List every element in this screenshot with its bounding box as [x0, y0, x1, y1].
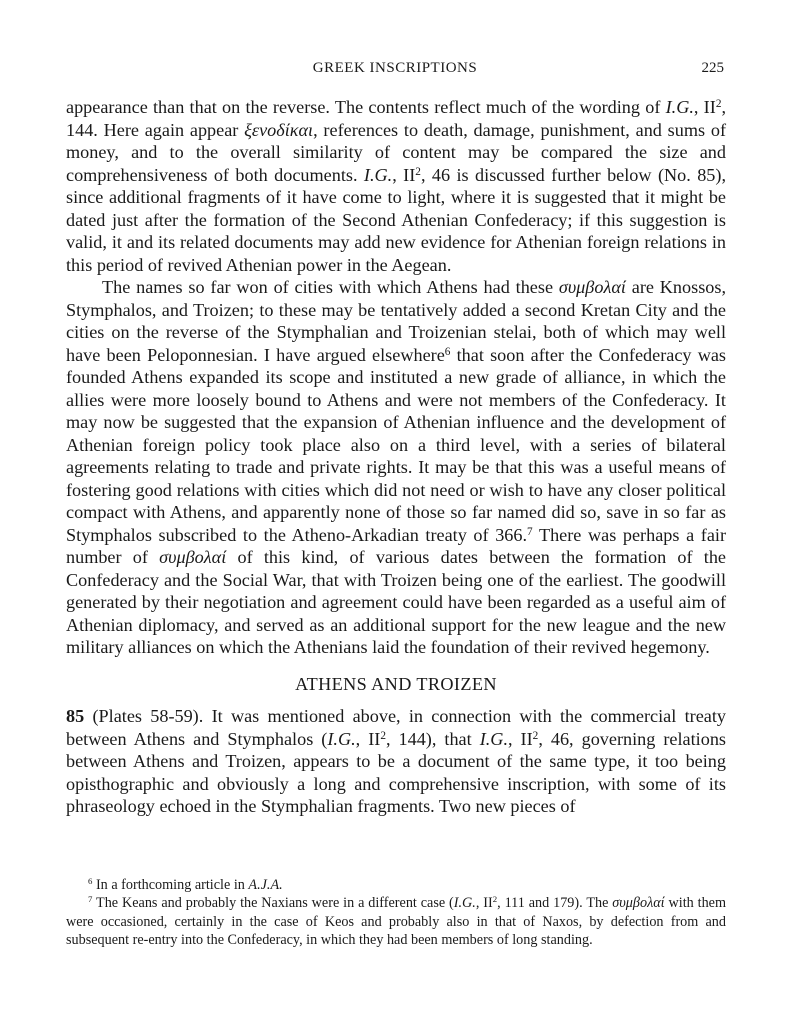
text-run: , 144), that [385, 728, 480, 749]
greek-term: συμβολαί [558, 277, 626, 297]
superscript: 2 [492, 894, 498, 905]
main-text [66, 96, 726, 818]
text-run: , references to death, damage, punishment, and sums of money, and to the overall similarity of content may be compared the size and comprehensiveness of both documents. [66, 119, 727, 185]
text-run: that soon after the Confederacy was founded Athens expanded its scope and instituted a new grade of alliance, in which the allies were more loosely bound to Athens and were not members of the Confederacy. It may now be suggested that the expansion of Athenian influence and the development of Athenian foreign policy took place also on a third level, with a series of bilateral agreements relating to trade and private rights. It may be that this was a useful means of fostering good relations with cities which did not need or wish to have any closer political compact with Athens, and apparently none of those so far named did so, save in so far as Stymphalos subscribed to the Atheno-Arkadian treaty of 366. [66, 344, 727, 545]
text-run: , 46 is discussed further below (No. 85), since additional fragments of it have come to light, where it is suggested that it might be dated just after the formation of the Second Athenian Confederacy; if this suggestion is valid, it and its related documents may add new evidence for Athenian foreign relations in this period of revived Athenian power in the Aegean. [66, 164, 726, 275]
citation-italic: I.G. [363, 164, 393, 185]
text-run: , II [693, 97, 716, 117]
citation-italic: I.G. [479, 728, 508, 749]
footnote-ref-6[interactable]: 6 [444, 345, 451, 358]
text-run: The names so far won of cities with which Athens had these [102, 277, 559, 297]
text-run: There was perhaps a fair number of [66, 524, 726, 567]
text-run: , II [508, 728, 533, 749]
entry-number: 85 [66, 706, 85, 726]
footnote-7 [66, 894, 726, 949]
paragraph-continued [66, 96, 726, 276]
page-number: 225 [701, 60, 724, 76]
greek-term: συμβολαί [612, 895, 665, 912]
footnotes [66, 876, 726, 950]
text-run: of this kind, of various dates between the formation of the Confederacy and the Social War, that with Troizen being one of the earliest. The goodwill generated by their negotiation and agreement could have been regarded as a useful aim of Athenian diplomacy, and served as an additional support for the new league and the new military alliances on which the Athenians laid the foundation of their revived hegemony. [66, 547, 726, 657]
citation-italic: A.J.A. [248, 877, 283, 893]
footnote-mark: 7 [88, 894, 93, 905]
footnote-ref-7[interactable]: 7 [527, 525, 533, 538]
running-header [66, 60, 724, 82]
greek-term: συμβολαί [159, 547, 227, 567]
text-run: , 111 and 179). The [497, 895, 613, 912]
section-heading: ATHENS AND TROIZEN [295, 673, 497, 694]
greek-term: ξενοδίκαι [244, 119, 314, 140]
running-title: GREEK INSCRIPTIONS [312, 60, 478, 76]
superscript: 2 [380, 729, 386, 742]
superscript: 2 [415, 165, 421, 178]
text-run: , II [475, 895, 493, 912]
citation-italic: I.G. [453, 895, 476, 912]
citation-italic: I.G. [665, 97, 694, 117]
text-run: , II [355, 728, 381, 749]
paragraph-85 [66, 705, 726, 818]
footnote-mark: 6 [88, 876, 93, 887]
superscript: 2 [715, 97, 722, 110]
footnote-6 [66, 876, 726, 894]
citation-italic: I.G. [327, 728, 356, 749]
text-run: The Keans and probably the Naxians were in a different case ( [92, 895, 454, 912]
text-run: with them were occasioned, certainly in the case of Keos and probably also in that of Naxos, by defection from and subsequent re-entry into the Confederacy, in which they had been members of long standing. [66, 895, 726, 949]
superscript: 2 [532, 729, 539, 742]
text-run: In a forthcoming article in [92, 877, 249, 893]
text-run: , II [392, 164, 416, 185]
text-run: , 144. Here again appear [66, 97, 726, 140]
text-run: (Plates 58-59). It was mentioned above, in connection with the commercial treaty between Athens and Stymphalos ( [66, 706, 726, 749]
text-run: are Knossos, Stymphalos, and Troizen; to these may be tentatively added a second Kretan City and the cities on the reverse of the Stymphalian and Troizenian stelai, both of which may well have been Peloponnesian. I have argued elsewhere [66, 277, 726, 365]
paragraph-symbolai [66, 276, 726, 659]
text-run: appearance than that on the reverse. The contents reflect much of the wording of [66, 97, 666, 117]
text-run: , 46, governing relations between Athens and Troizen, appears to be a document of the same type, it too being opisthographic and obviously a long and comprehensive inscription, with some of its phraseology echoed in the Stymphalian fragments. Two new pieces of [66, 728, 726, 816]
